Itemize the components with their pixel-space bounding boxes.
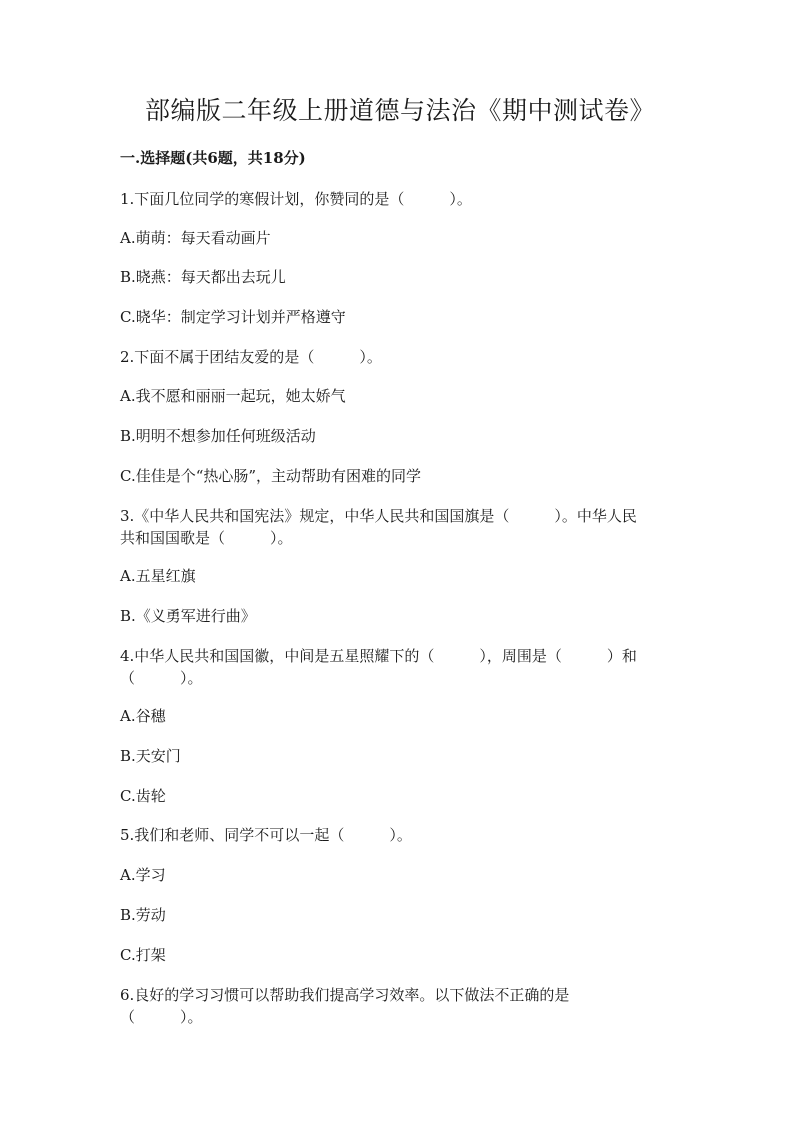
question-6-stem-line-1: 6.良好的学习习惯可以帮助我们提高学习效率。以下做法不正确的是: [120, 986, 570, 1004]
question-5-option-b: B.劳动: [120, 906, 166, 924]
question-4-stem-line-2: （ ）。: [120, 669, 203, 687]
question-3-option-b: B.《义勇军进行曲》: [120, 607, 256, 625]
question-4-option-a: A.谷穗: [120, 707, 166, 725]
question-6-stem-line-2: （ ）。: [120, 1008, 203, 1026]
question-3-stem-line-1: 3.《中华人民共和国宪法》规定，中华人民共和国国旗是（ ）。中华人民: [120, 507, 637, 525]
section-heading: 一.选择题(共6题，共18分): [120, 149, 306, 167]
question-1-stem: 1.下面几位同学的寒假计划，你赞同的是（ ）。: [120, 190, 472, 208]
question-3-option-a: A.五星红旗: [120, 567, 196, 585]
question-4-stem-line-1: 4.中华人民共和国国徽，中间是五星照耀下的（ ），周围是（ ）和: [120, 647, 637, 665]
question-1-option-c: C.晓华：制定学习计划并严格遵守: [120, 308, 346, 326]
question-1-option-a: A.萌萌：每天看动画片: [120, 229, 271, 247]
question-1-option-b: B.晓燕：每天都出去玩儿: [120, 268, 286, 286]
question-2-stem: 2.下面不属于团结友爱的是（ ）。: [120, 348, 382, 366]
question-5-option-a: A.学习: [120, 866, 166, 884]
question-4-option-c: C.齿轮: [120, 787, 166, 805]
question-3-stem-line-2: 共和国国歌是（ ）。: [120, 529, 293, 547]
page-title: 部编版二年级上册道德与法治《期中测试卷》: [144, 96, 655, 125]
question-2-option-c: C.佳佳是个“热心肠”，主动帮助有困难的同学: [120, 467, 422, 485]
question-2-option-a: A.我不愿和丽丽一起玩，她太娇气: [120, 387, 346, 405]
question-4-option-b: B.天安门: [120, 747, 181, 765]
question-2-option-b: B.明明不想参加任何班级活动: [120, 427, 316, 445]
question-5-option-c: C.打架: [120, 946, 166, 964]
question-5-stem: 5.我们和老师、同学不可以一起（ ）。: [120, 826, 412, 844]
